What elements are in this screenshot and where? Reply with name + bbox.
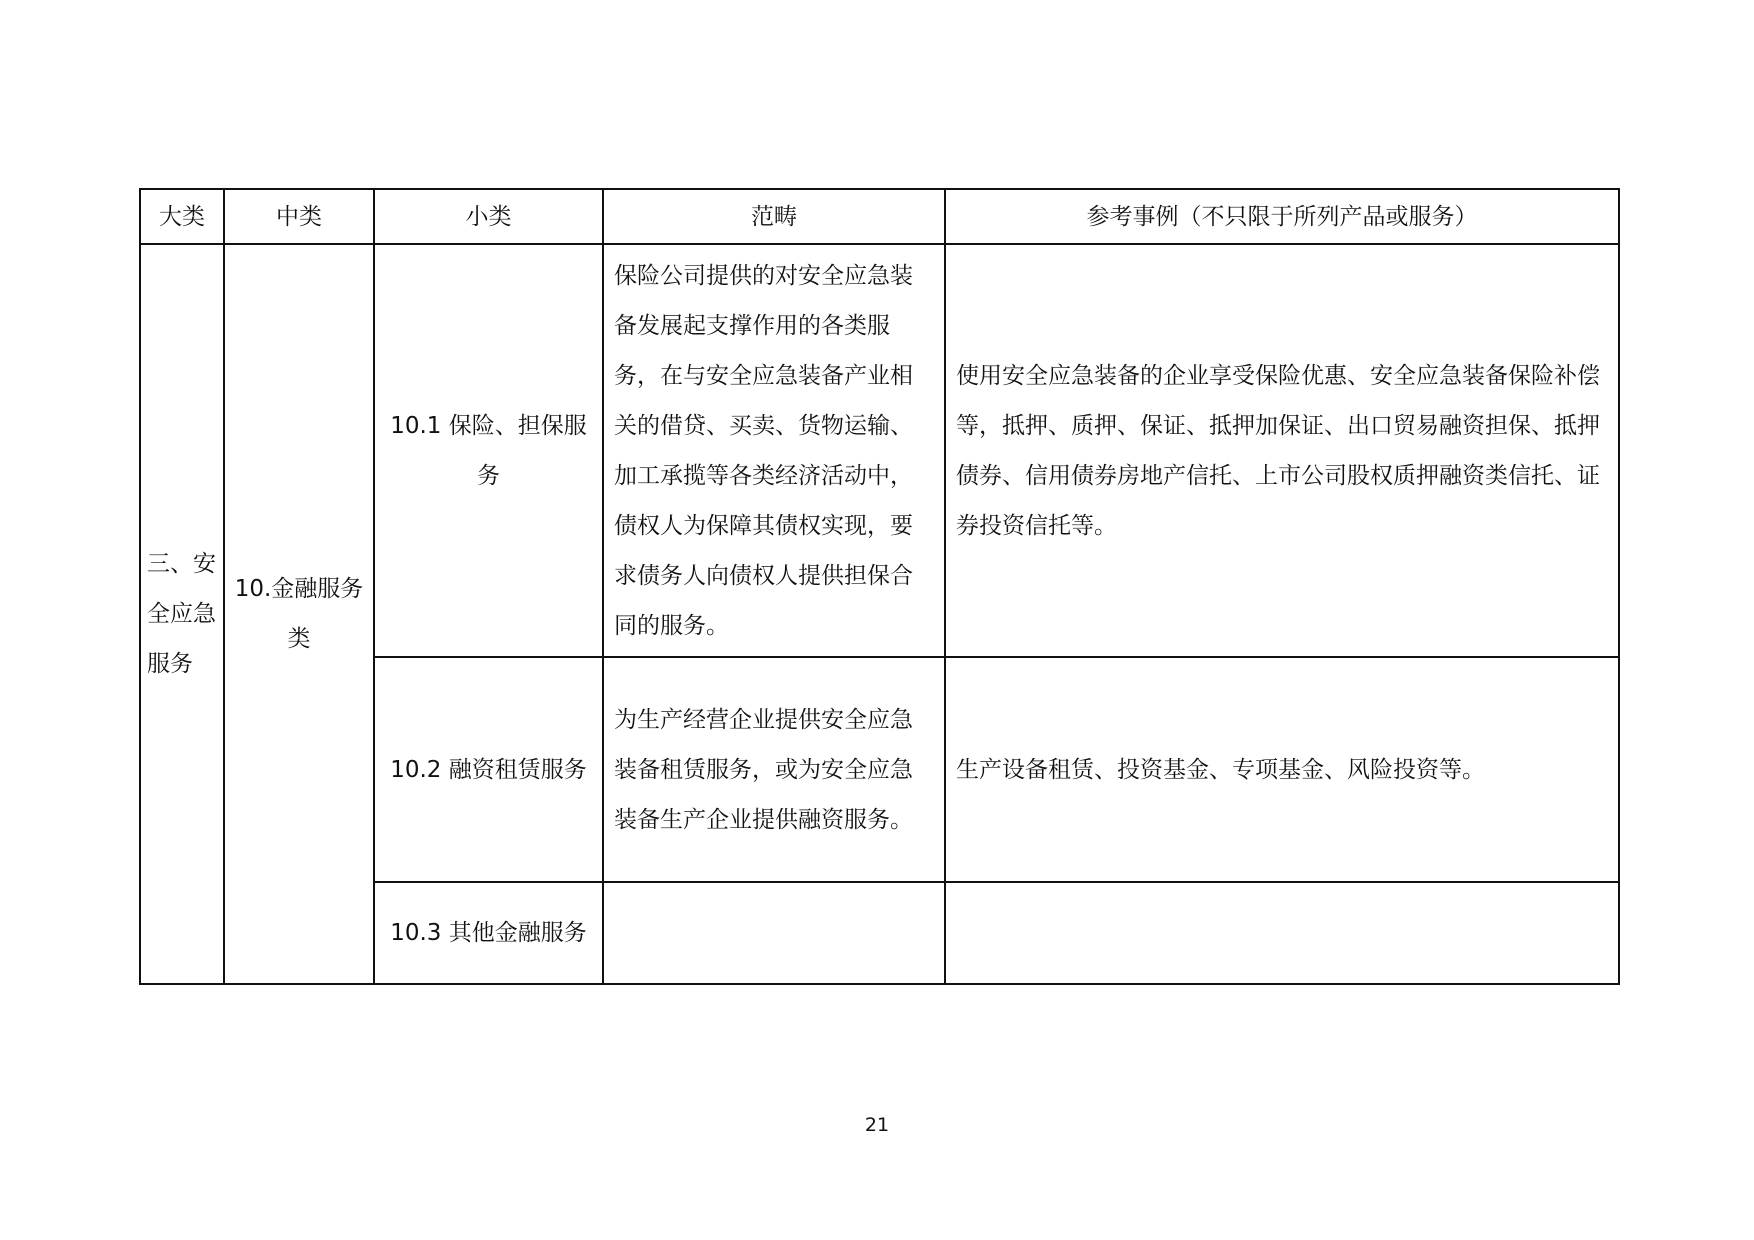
scope-cell — [603, 882, 945, 984]
scope-cell: 保险公司提供的对安全应急装备发展起支撑作用的各类服务，在与安全应急装备产业相关的借贷、买卖、货物运输、加工承揽等各类经济活动中，债权人为保障其债权实现，要求债务人向债权人提供担保合同的服务。 — [603, 244, 945, 657]
minor-category-cell: 10.1 保险、担保服务 — [374, 244, 603, 657]
header-scope: 范畴 — [603, 189, 945, 244]
classification-table — [139, 188, 1620, 985]
middle-category-cell: 10.金融服务类 — [224, 244, 374, 984]
examples-cell: 使用安全应急装备的企业享受保险优惠、安全应急装备保险补偿等，抵押、质押、保证、抵押加保证、出口贸易融资担保、抵押债券、信用债券房地产信托、上市公司股权质押融资类信托、证券投资信托等。 — [945, 244, 1619, 657]
minor-category-cell: 10.2 融资租赁服务 — [374, 657, 603, 882]
scope-cell: 为生产经营企业提供安全应急装备租赁服务，或为安全应急装备生产企业提供融资服务。 — [603, 657, 945, 882]
examples-cell: 生产设备租赁、投资基金、专项基金、风险投资等。 — [945, 657, 1619, 882]
major-category-cell: 三、安全应急服务 — [140, 244, 224, 984]
header-examples: 参考事例（不只限于所列产品或服务） — [945, 189, 1619, 244]
examples-cell — [945, 882, 1619, 984]
header-major: 大类 — [140, 189, 224, 244]
header-minor: 小类 — [374, 189, 603, 244]
header-middle: 中类 — [224, 189, 374, 244]
table-header-row — [140, 189, 1619, 244]
page-number: 21 — [864, 1114, 890, 1136]
table-row — [140, 244, 1619, 657]
minor-category-cell: 10.3 其他金融服务 — [374, 882, 603, 984]
